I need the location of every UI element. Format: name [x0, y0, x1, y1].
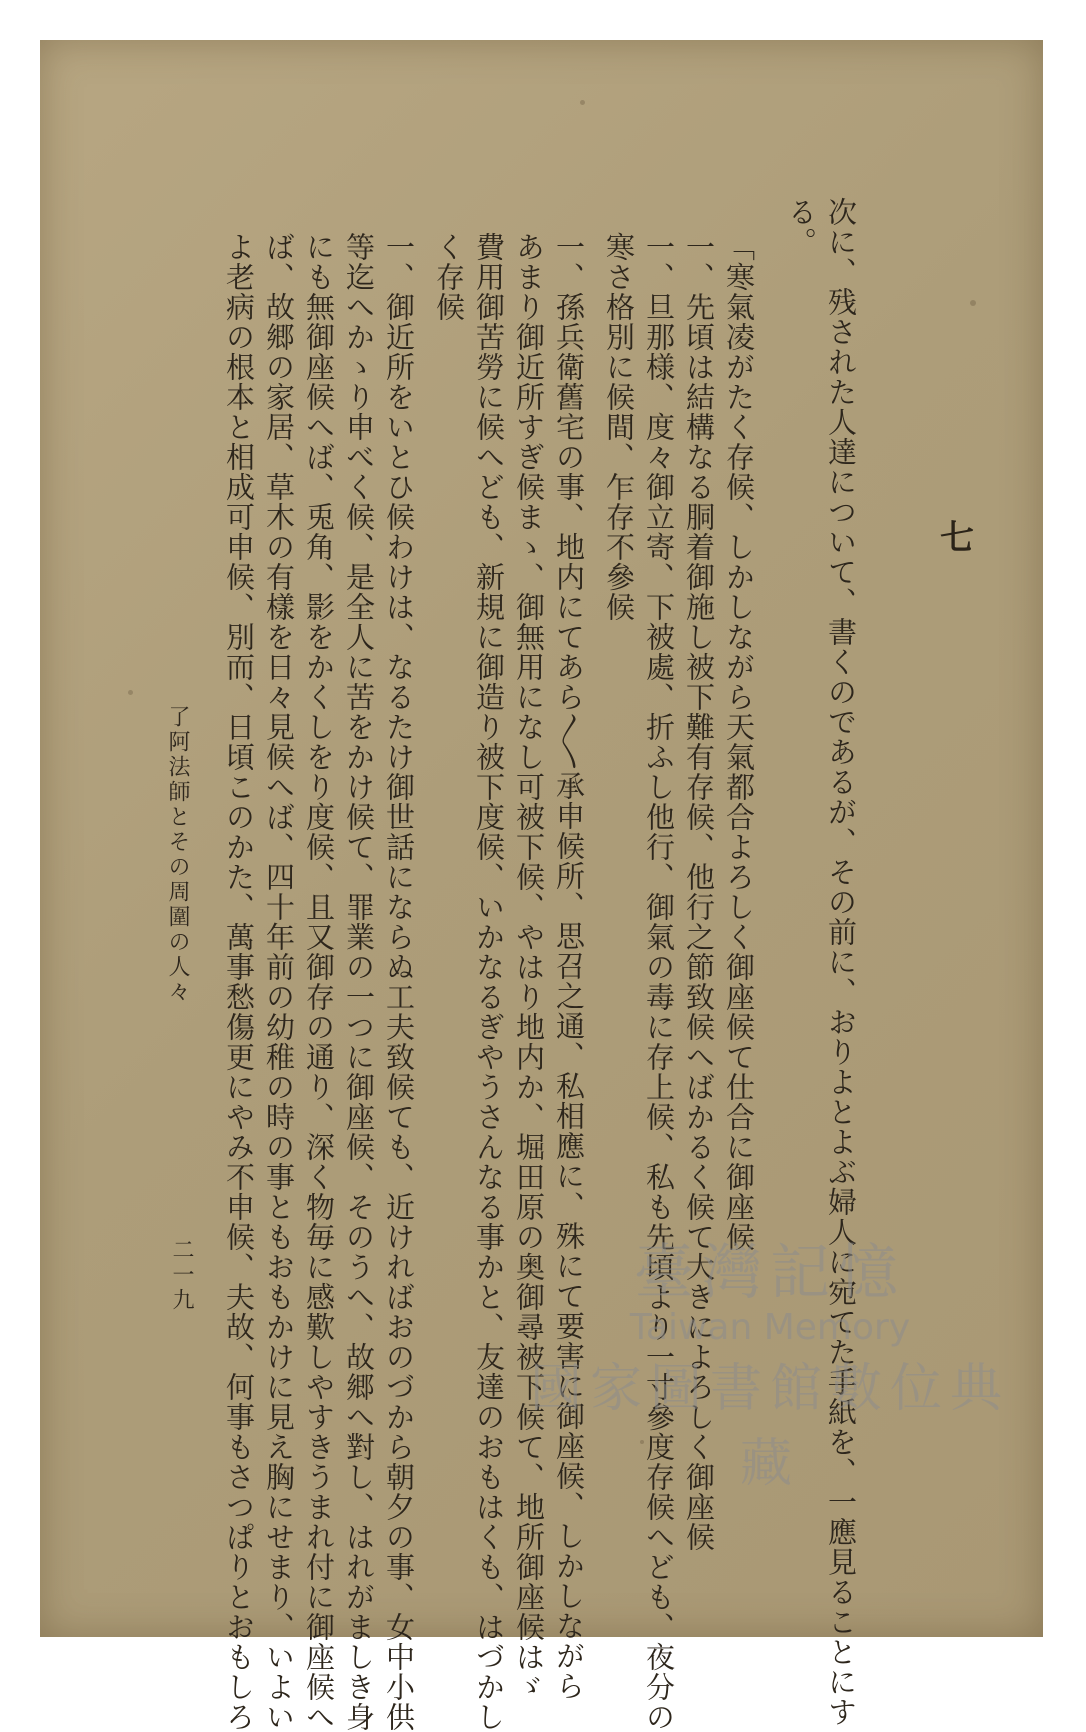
library-watermark	[510, 1225, 1030, 1496]
text-column: 寒さ格別に候間、乍存不參候	[602, 232, 636, 622]
text-column: 費用御苦勞に候へども、新規に御造り被下度候、いかなるぎやうさんなる事かと、友達のおもはくも、はづかし	[472, 232, 506, 1732]
text-column: 「寒氣凌がたく存候、しかしながら天氣都合よろしく御座候て仕合に御座候	[722, 232, 756, 1252]
text-column: ば、故郷の家居、草木の有樣を日々見候へば、四十年前の幼稚の時の事ともおもかけに見え胸にせまり、いよい	[262, 232, 296, 1732]
section-heading: 七	[940, 518, 974, 558]
running-head: 了阿法師とその周圍の人々	[165, 705, 190, 1005]
page-number: 二一九	[169, 1238, 194, 1313]
watermark-title: 臺灣記憶	[634, 1238, 906, 1308]
text-column: る。	[784, 197, 818, 257]
watermark-english: Taiwan Memory	[629, 1307, 911, 1348]
text-column: あまり御近所すぎ候まゝ、御無用になし可被下候、やはり地内か、堀田原の奥御尋被下候て、地所御座候はゞ	[512, 232, 546, 1702]
scanned-page	[40, 40, 1043, 1732]
text-column: 一、御近所をいとひ候わけは、なるたけ御世話にならぬ工夫致候ても、近ければおのづから朝夕の事、女中小供	[382, 232, 416, 1732]
text-column: 一、先頃は結構なる胴着御施し被下難有存候、他行之節致候へばかるく候て大きによろしく御座候	[682, 232, 716, 1552]
watermark-subtitle: 國家圖書館數位典藏	[529, 1359, 1010, 1494]
text-column: にも無御座候へば、兎角、影をかくしをり度候、且又御存の通り、深く物毎に感歎しやすきうまれ付に御座候へ	[302, 232, 336, 1732]
text-column: 等迄へかゝり申べく候、是全人に苦をかけ候て、罪業の一つに御座候、そのうへ、故郷へ對し、はれがましき身	[342, 232, 376, 1732]
text-column: よ老病の根本と相成可申候、別而、日頃このかた、萬事愁傷更にやみ不申候、夫故、何事もさつぱりとおもしろ	[222, 232, 256, 1732]
text-column: 一、旦那様、度々御立寄、下被處、折ふし他行、御氣の毒に存上候、私も先頃より一寸參度存候へども、夜分の	[642, 232, 676, 1732]
text-column: く存候	[432, 232, 466, 322]
text-column: 一、孫兵衛舊宅の事、地内にてあら〳〵承申候所、思召之通、私相應に、殊にて要害に御座候、しかしながら	[552, 232, 586, 1701]
text-column: 次に、残された人達について、書くのであるが、その前に、おりよとよぶ婦人に宛てた手紙を、一應見ることにす	[824, 197, 858, 1727]
